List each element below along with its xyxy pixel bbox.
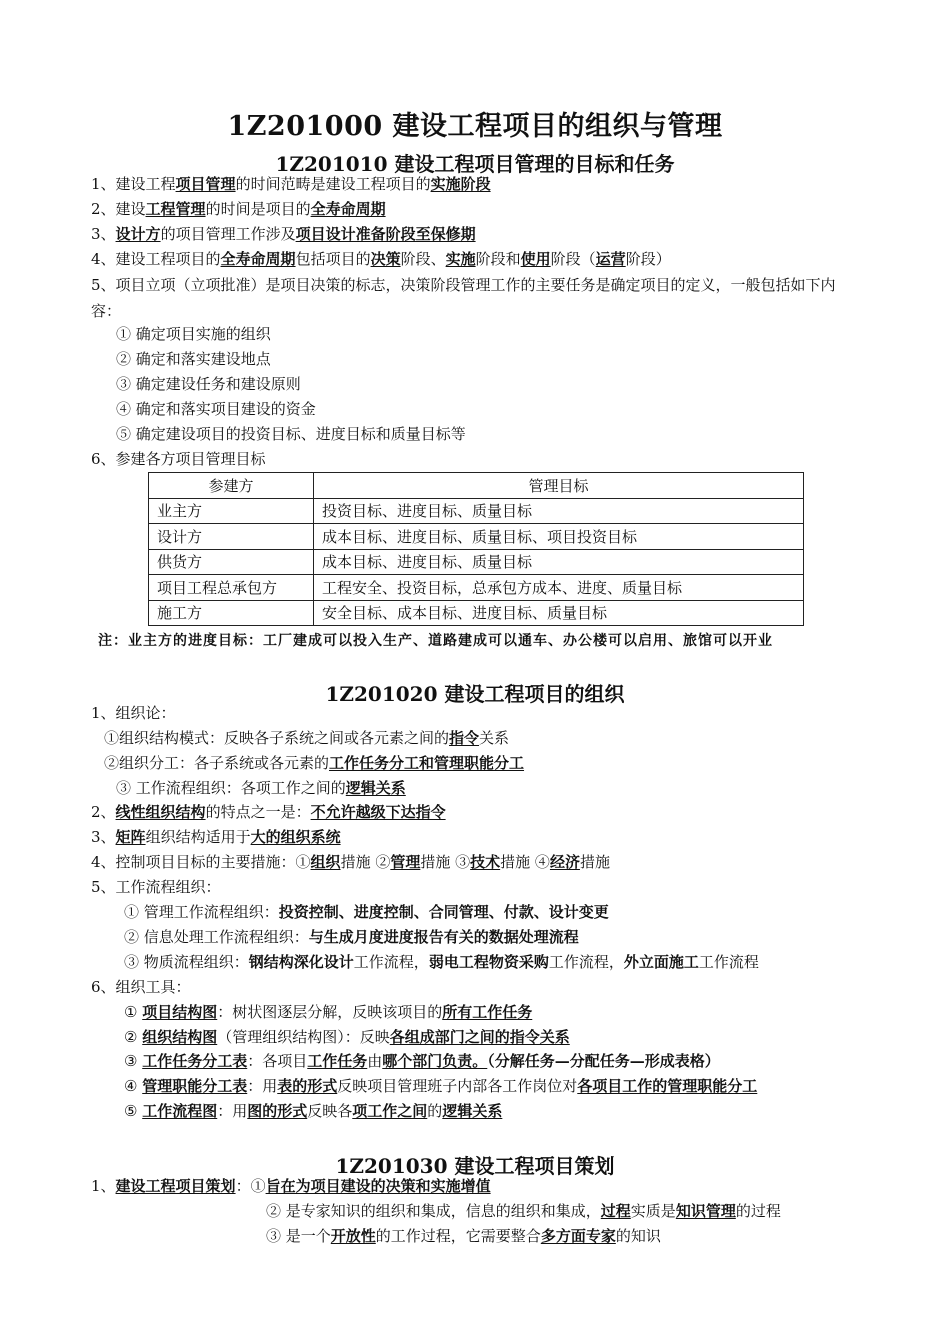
sec1-item-2: 2、建设工程管理的时间是项目的全寿命周期	[91, 200, 386, 218]
management-goals-table	[148, 472, 804, 626]
table-row	[149, 575, 804, 601]
sec1-item-5-sub-3: ③ 确定建设任务和建设原则	[116, 375, 301, 393]
table-row	[149, 498, 804, 524]
sec2-item-6-sub-2: ② 组织结构图（管理组织结构图）：反映各组成部门之间的指令关系	[124, 1028, 570, 1046]
table-cell-party: 业主方	[149, 498, 314, 524]
table-header-goal: 管理目标	[314, 473, 804, 499]
table-cell-goal: 投资目标、进度目标、质量目标	[314, 498, 804, 524]
sec2-item-5-sub-2: ② 信息处理工作流程组织：与生成月度进度报告有关的数据处理流程	[124, 928, 579, 946]
sec1-item-5-sub-2: ② 确定和落实建设地点	[116, 350, 271, 368]
table-cell-party: 设计方	[149, 524, 314, 550]
sec1-item-5-sub-5: ⑤ 确定建设项目的投资目标、进度目标和质量目标等	[116, 425, 466, 443]
table-cell-party: 项目工程总承包方	[149, 575, 314, 601]
table-cell-goal: 工程安全、投资目标，总承包方成本、进度、质量目标	[314, 575, 804, 601]
section-title-1z201020: 1Z201020 建设工程项目的组织	[325, 682, 625, 706]
table-cell-goal: 成本目标、进度目标、质量目标	[314, 549, 804, 575]
sec1-item-3: 3、设计方的项目管理工作涉及项目设计准备阶段至保修期	[91, 225, 476, 243]
sec2-item-6-sub-3: ③ 工作任务分工表：各项目工作任务由哪个部门负责。（分解任务—分配任务—形成表格）	[124, 1052, 720, 1070]
sec2-item-6-sub-5: ⑤ 工作流程图：用图的形式反映各项工作之间的逻辑关系	[124, 1102, 503, 1120]
sec2-item-1-sub-2: ②组织分工：各子系统或各元素的工作任务分工和管理职能分工	[104, 754, 525, 772]
sec1-item-5: 5、项目立项（立项批准）是项目决策的标志，决策阶段管理工作的主要任务是确定项目的定义，一般包括如下内容：	[91, 276, 836, 320]
document-title: 1Z201000 建设工程项目的组织与管理	[227, 111, 723, 142]
table-cell-goal: 成本目标、进度目标、质量目标、项目投资目标	[314, 524, 804, 550]
sec3-item-1-sub-2: ② 是专家知识的组织和集成，信息的组织和集成，过程实质是知识管理的过程	[266, 1202, 781, 1220]
sec1-item-4: 4、建设工程项目的全寿命周期包括项目的决策阶段、实施阶段和使用阶段（运营阶段）	[91, 250, 671, 268]
table-row	[149, 524, 804, 550]
table-cell-party: 施工方	[149, 600, 314, 626]
sec2-item-5-sub-3: ③ 物质流程组织：钢结构深化设计工作流程，弱电工程物资采购工作流程，外立面施工工作流程	[124, 953, 759, 971]
table-header-party: 参建方	[149, 473, 314, 499]
sec2-item-5-sub-1: ① 管理工作流程组织：投资控制、进度控制、合同管理、付款、设计变更	[124, 903, 609, 921]
sec2-item-5: 5、工作流程组织：	[91, 878, 221, 896]
sec1-item-1: 1、建设工程项目管理的时间范畴是建设工程项目的实施阶段	[91, 175, 491, 193]
sec1-item-5-sub-4: ④ 确定和落实项目建设的资金	[116, 400, 316, 418]
section-title-1z201030: 1Z201030 建设工程项目策划	[335, 1154, 615, 1178]
sec2-item-4: 4、控制项目目标的主要措施：①组织措施 ②管理措施 ③技术措施 ④经济措施	[91, 853, 610, 871]
sec2-item-6-sub-1: ① 项目结构图：树状图逐层分解，反映该项目的所有工作任务	[124, 1003, 533, 1021]
sec2-item-1-sub-3: ③ 工作流程组织：各项工作之间的逻辑关系	[116, 779, 406, 797]
owner-progress-note: 注：业主方的进度目标：工厂建成可以投入生产、道路建成可以通车、办公楼可以启用、旅馆可以开业	[98, 633, 773, 649]
sec2-item-1-sub-1: ①组织结构模式：反映各子系统之间或各元素之间的指令关系	[104, 729, 510, 747]
table-header-row	[149, 473, 804, 499]
sec2-item-1: 1、组织论：	[91, 704, 176, 722]
table-row	[149, 600, 804, 626]
table-row	[149, 549, 804, 575]
table-cell-party: 供货方	[149, 549, 314, 575]
sec3-item-1-sub-3: ③ 是一个开放性的工作过程，它需要整合多方面专家的知识	[266, 1227, 661, 1245]
sec2-item-2: 2、线性组织结构的特点之一是：不允许越级下达指令	[91, 803, 446, 821]
sec2-item-6: 6、组织工具：	[91, 978, 191, 996]
sec2-item-6-sub-4: ④ 管理职能分工表：用表的形式反映项目管理班子内部各工作岗位对各项目工作的管理职能分工	[124, 1077, 758, 1095]
section-title-1z201010: 1Z201010 建设工程项目管理的目标和任务	[275, 152, 675, 176]
sec1-item-5-sub-1: ① 确定项目实施的组织	[116, 325, 271, 343]
sec3-item-1: 1、建设工程项目策划：①旨在为项目建设的决策和实施增值	[91, 1177, 491, 1195]
sec1-item-6: 6、参建各方项目管理目标	[91, 450, 266, 468]
sec2-item-3: 3、矩阵组织结构适用于大的组织系统	[91, 828, 341, 846]
table-cell-goal: 安全目标、成本目标、进度目标、质量目标	[314, 600, 804, 626]
